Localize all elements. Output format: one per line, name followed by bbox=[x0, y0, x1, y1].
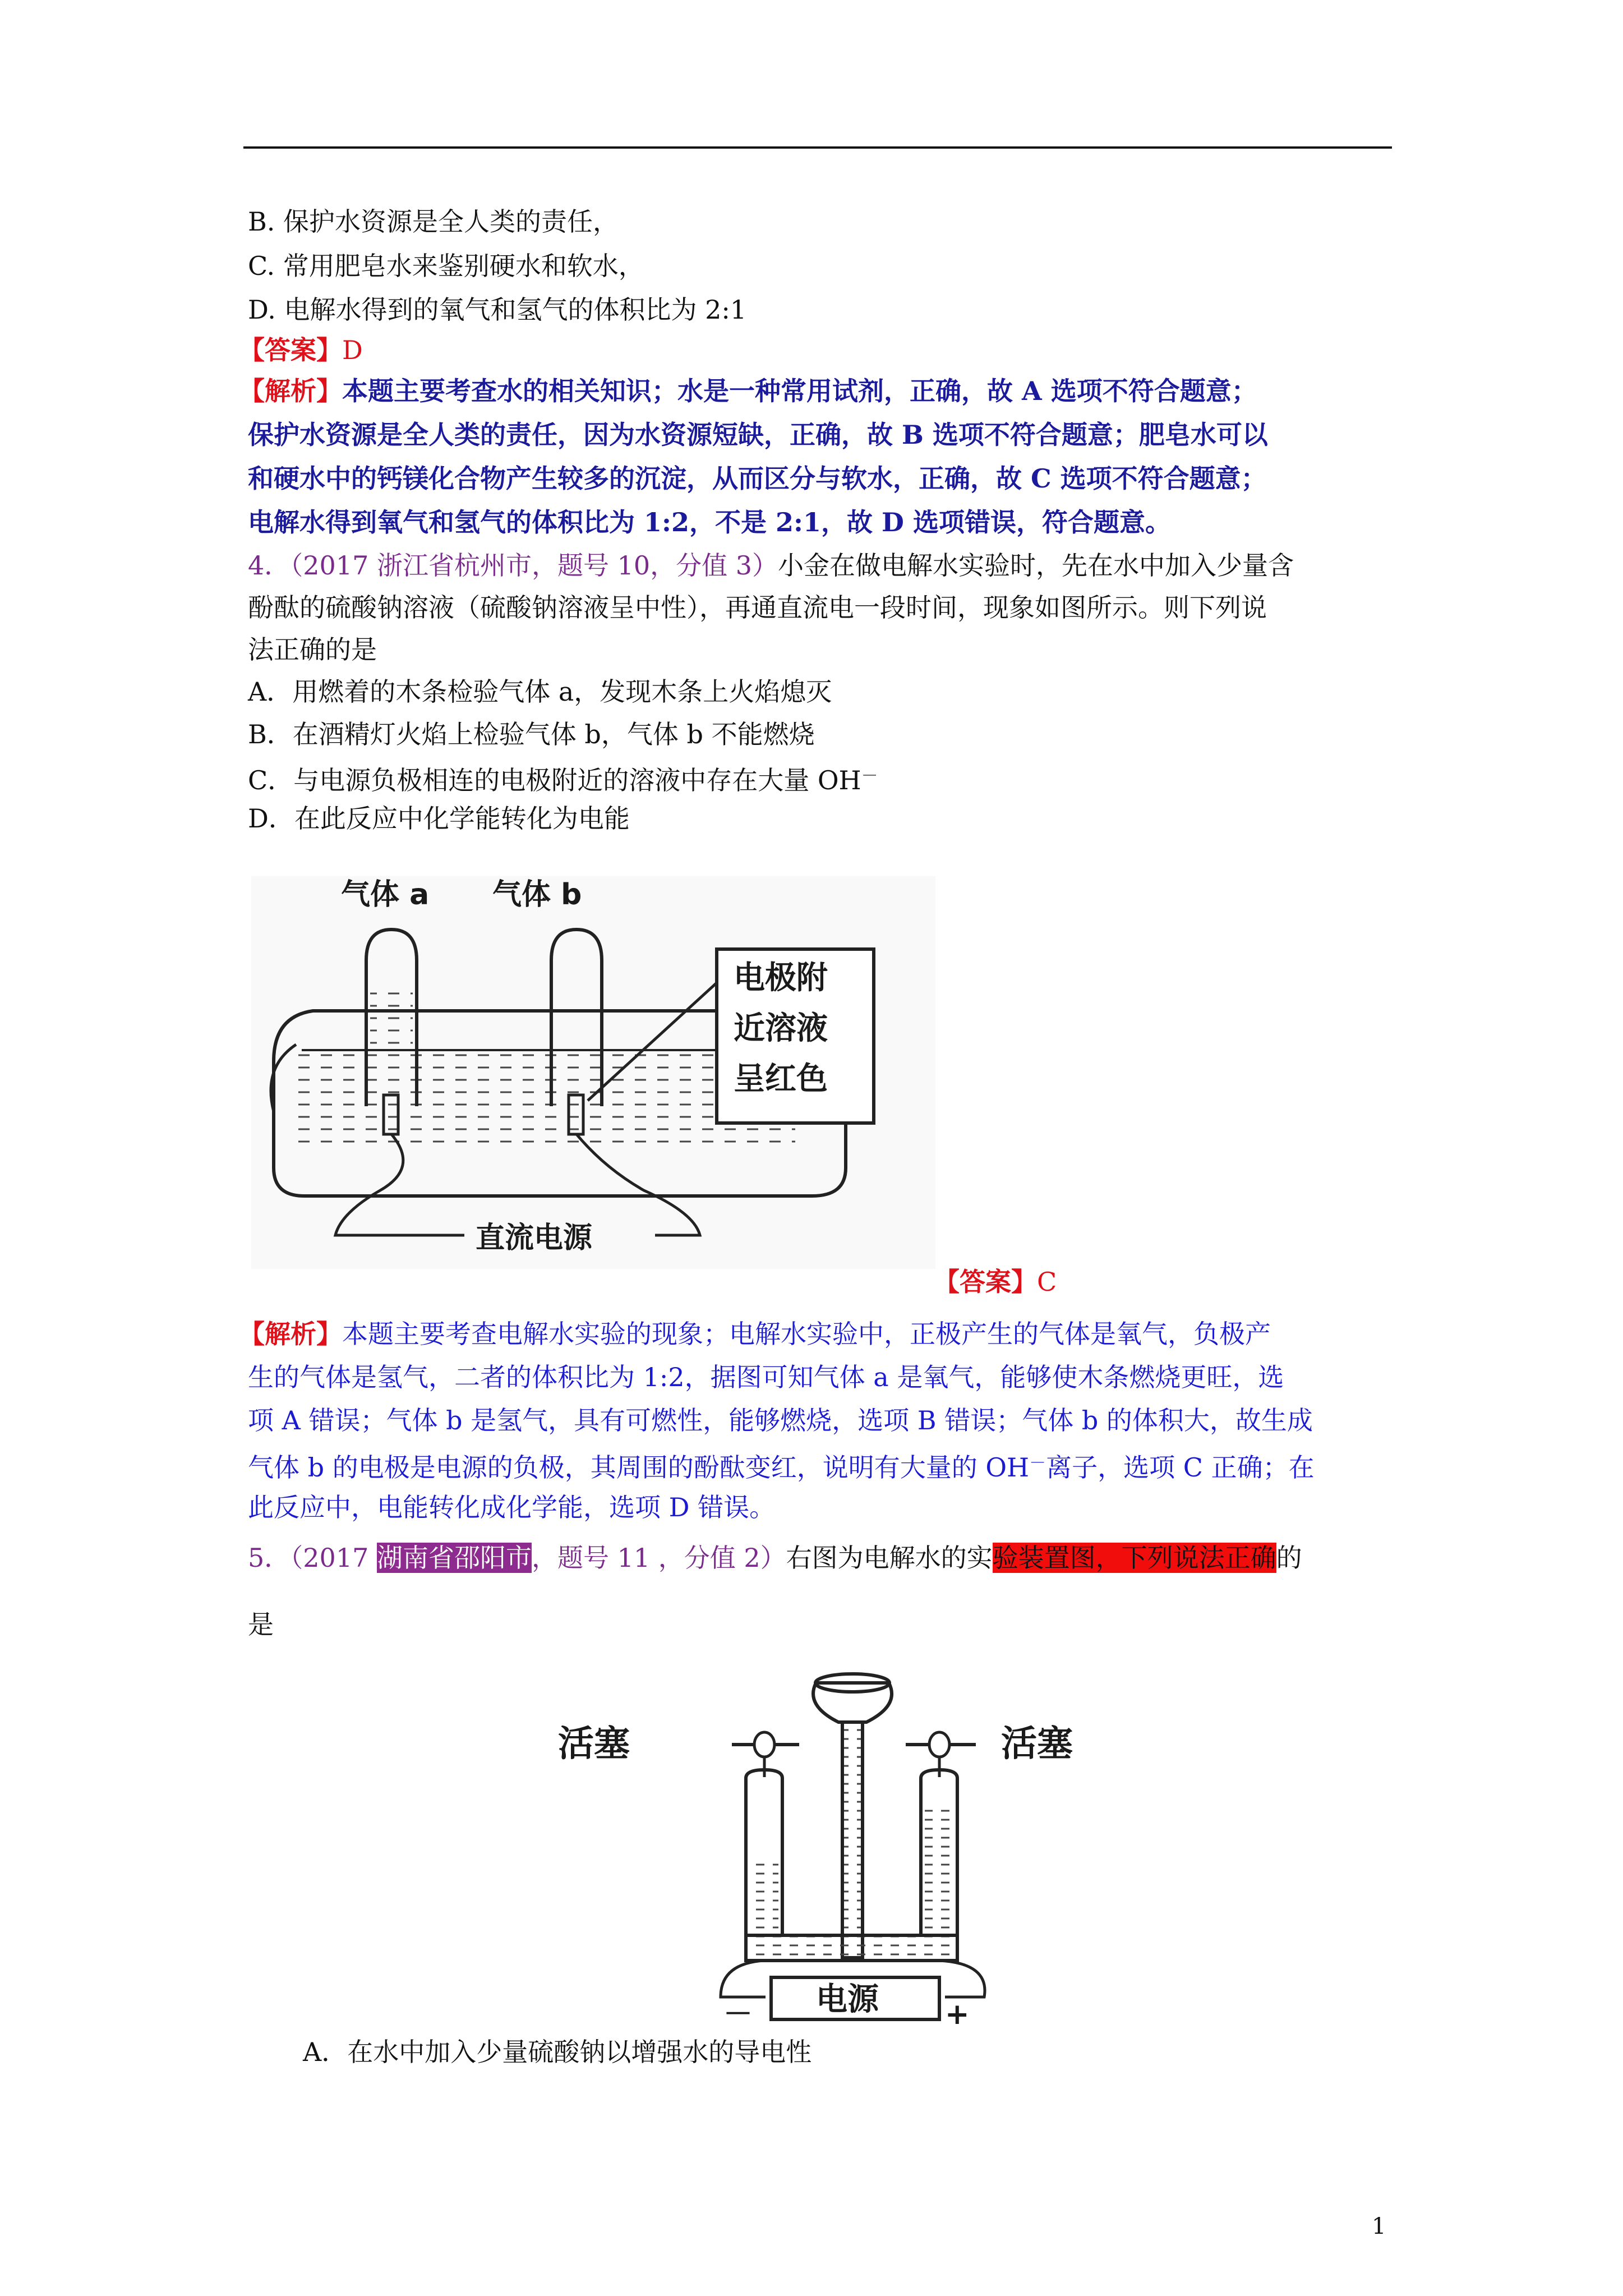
q5-stem-line2: 是 bbox=[248, 1609, 274, 1640]
q4-option-c: C．与电源负极相连的电极附近的溶液中存在大量 OH－ bbox=[248, 765, 878, 795]
q4-answer bbox=[934, 1264, 1057, 1299]
q4-option-b: B．在酒精灯火焰上检验气体 b，气体 b 不能燃烧 bbox=[248, 719, 815, 749]
analysis-label: 【解析】 bbox=[239, 1319, 342, 1349]
callout-line3: 呈红色 bbox=[734, 1061, 828, 1097]
q3-analysis-line2: 保护水资源是全人类的责任，因为水资源短缺，正确，故 B 选项不符合题意；肥皂水可以 bbox=[248, 420, 1268, 450]
q3-option-d: D. 电解水得到的氧气和氢气的体积比为 2:1 bbox=[248, 295, 747, 325]
q3-analysis-line3: 和硬水中的钙镁化合物产生较多的沉淀，从而区分与软水，正确，故 C 选项不符合题意； bbox=[248, 463, 1267, 494]
hofmann-apparatus-figure bbox=[552, 1672, 1147, 2031]
answer-label: 【答案】 bbox=[239, 335, 342, 365]
negative-terminal: － bbox=[723, 1998, 753, 2031]
gas-b-label: 气体 b bbox=[492, 878, 582, 912]
analysis-label: 【解析】 bbox=[239, 376, 342, 406]
stopcock-left-label: 活塞 bbox=[558, 1723, 630, 1765]
answer-value: D bbox=[342, 335, 363, 365]
q4-analysis-line1: 【解析】本题主要考查电解水实验的现象；电解水实验中，正极产生的气体是氧气，负极产 bbox=[239, 1319, 1271, 1349]
q4-stem-line2: 酚酞的硫酸钠溶液（硫酸钠溶液呈中性），再通直流电一段时间，现象如图所示。则下列说 bbox=[248, 592, 1267, 623]
q3-answer bbox=[239, 333, 363, 367]
q3-option-c: C. 常用肥皂水来鉴别硬水和软水， bbox=[248, 251, 644, 281]
positive-terminal: + bbox=[945, 1998, 970, 2031]
dc-power-label: 直流电源 bbox=[476, 1221, 593, 1255]
q4-option-a: A．用燃着的木条检验气体 a，发现木条上火焰熄灭 bbox=[248, 677, 832, 707]
q4-stem-line3: 法正确的是 bbox=[248, 634, 377, 665]
q4-analysis-line2: 生的气体是氢气，二者的体积比为 1:2，据图可知气体 a 是氧气，能够使木条燃烧更旺，选 bbox=[248, 1362, 1284, 1392]
electrolysis-trough-figure bbox=[251, 876, 935, 1269]
q3-analysis-line4: 电解水得到氧气和氢气的体积比为 1:2，不是 2:1，故 D 选项错误，符合题意。 bbox=[248, 507, 1171, 537]
stopcock-right-label: 活塞 bbox=[1001, 1723, 1073, 1765]
q5-stem-line1: 5．（2017 湖南省邵阳市，题号 11 ，分值 2）右图为电解水的实验装置图，下列说法正确的 bbox=[248, 1543, 1302, 1573]
header-rule bbox=[243, 146, 1392, 149]
gas-a-label: 气体 a bbox=[341, 878, 430, 912]
q4-analysis-line5: 此反应中，电能转化成化学能，选项 D 错误。 bbox=[248, 1492, 776, 1522]
q5-source-place: 湖南省邵阳市 bbox=[376, 1543, 532, 1573]
answer-value: C bbox=[1037, 1267, 1057, 1297]
q3-option-b: B. 保护水资源是全人类的责任， bbox=[248, 206, 619, 237]
q3-analysis-line1: 【解析】本题主要考查水的相关知识；水是一种常用试剂，正确，故 A 选项不符合题意； bbox=[239, 376, 1257, 406]
q4-analysis-line3: 项 A 错误；气体 b 是氢气，具有可燃性，能够燃烧，选项 B 错误；气体 b 的体积大，故生成 bbox=[248, 1405, 1313, 1435]
q4-option-d: D．在此反应中化学能转化为电能 bbox=[248, 803, 630, 834]
callout-line1: 电极附 bbox=[734, 960, 828, 996]
q4-analysis-line4: 气体 b 的电极是电源的负极，其周围的酚酞变红，说明有大量的 OH－离子，选项 C 正确；在 bbox=[248, 1452, 1315, 1483]
page-number: 1 bbox=[1372, 2214, 1386, 2239]
answer-label: 【答案】 bbox=[934, 1267, 1037, 1297]
callout-line2: 近溶液 bbox=[734, 1010, 828, 1047]
q4-source: （2017 浙江省杭州市，题号 10，分值 3） bbox=[290, 550, 778, 581]
q5-number: 5． bbox=[248, 1543, 291, 1573]
q4-stem-line1: 4．（2017 浙江省杭州市，题号 10，分值 3）小金在做电解水实验时，先在水中加入少量含 bbox=[248, 550, 1294, 581]
power-source-label: 电源 bbox=[816, 1981, 879, 2018]
q5-highlighted-text: 验装置图，下列说法正确 bbox=[992, 1543, 1276, 1573]
q5-option-a: A．在水中加入少量硫酸钠以增强水的导电性 bbox=[303, 2037, 812, 2067]
q4-number: 4． bbox=[248, 550, 291, 581]
